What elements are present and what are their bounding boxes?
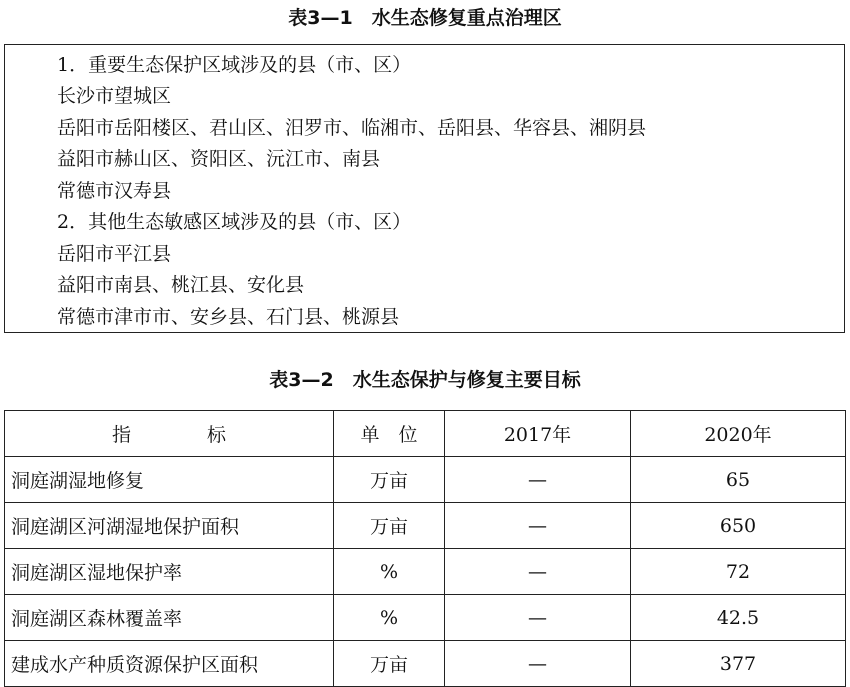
table1-line: 岳阳市岳阳楼区、君山区、汨罗市、临湘市、岳阳县、华容县、湘阴县 <box>57 117 647 139</box>
cell-2017: — <box>445 595 631 641</box>
cell-2020: 650 <box>631 503 846 549</box>
cell-indicator: 洞庭湖区森林覆盖率 <box>5 595 334 641</box>
cell-2020: 377 <box>631 641 846 687</box>
table1-box <box>4 44 845 333</box>
table1-line: 2．其他生态敏感区域涉及的县（市、区） <box>57 211 412 233</box>
header-indicator: 指 标 <box>5 411 334 457</box>
cell-2020: 72 <box>631 549 846 595</box>
table1-line: 益阳市南县、桃江县、安化县 <box>57 274 305 296</box>
table-row <box>5 503 846 549</box>
cell-indicator: 洞庭湖区湿地保护率 <box>5 549 334 595</box>
table1-title: 表3—1 水生态修复重点治理区 <box>288 7 562 29</box>
table2 <box>4 410 846 687</box>
table1-line: 1．重要生态保护区域涉及的县（市、区） <box>57 54 412 76</box>
table1-line: 长沙市望城区 <box>57 85 172 107</box>
cell-2020: 42.5 <box>631 595 846 641</box>
table1-line: 岳阳市平江县 <box>57 243 172 265</box>
cell-unit: % <box>334 549 445 595</box>
header-unit: 单 位 <box>334 411 445 457</box>
header-2020: 2020年 <box>631 411 846 457</box>
table-row <box>5 641 846 687</box>
table-row <box>5 457 846 503</box>
table1-line: 益阳市赫山区、资阳区、沅江市、南县 <box>57 148 381 170</box>
cell-unit: 万亩 <box>334 457 445 503</box>
cell-unit: 万亩 <box>334 503 445 549</box>
table-row <box>5 595 846 641</box>
table-row <box>5 549 846 595</box>
header-2017: 2017年 <box>445 411 631 457</box>
cell-2017: — <box>445 641 631 687</box>
cell-2017: — <box>445 549 631 595</box>
cell-2017: — <box>445 457 631 503</box>
table1-line: 常德市汉寿县 <box>57 180 172 202</box>
cell-indicator: 建成水产种质资源保护区面积 <box>5 641 334 687</box>
cell-unit: 万亩 <box>334 641 445 687</box>
cell-indicator: 洞庭湖湿地修复 <box>5 457 334 503</box>
table-header-row <box>5 411 846 457</box>
table1-line: 常德市津市市、安乡县、石门县、桃源县 <box>57 306 400 328</box>
cell-2020: 65 <box>631 457 846 503</box>
cell-unit: % <box>334 595 445 641</box>
cell-2017: — <box>445 503 631 549</box>
table2-title: 表3—2 水生态保护与修复主要目标 <box>269 369 581 391</box>
cell-indicator: 洞庭湖区河湖湿地保护面积 <box>5 503 334 549</box>
